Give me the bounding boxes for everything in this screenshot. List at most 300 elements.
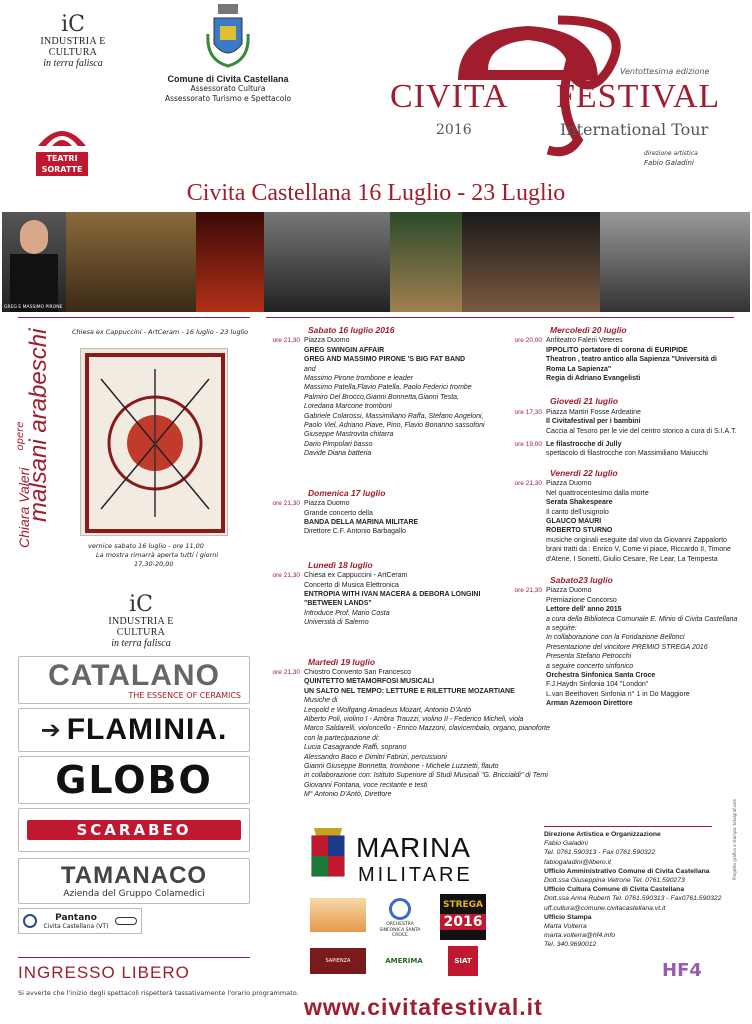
- event-text: Chiostro Convento San Francesco: [304, 668, 411, 676]
- event-text: Grande concerto della: [304, 509, 373, 517]
- festival-word1: CIVITA: [390, 78, 509, 115]
- partners-block: [302, 818, 496, 990]
- event-time: [262, 706, 304, 715]
- event-text: Roma La Sapienza": [546, 365, 612, 373]
- teatri-soratte-logo: [36, 120, 88, 174]
- tamanaco-label: TAMANACO: [60, 862, 208, 889]
- event-time: [504, 596, 546, 605]
- event-line: [262, 527, 524, 536]
- santacroce-icon: [389, 898, 411, 920]
- event-time: [262, 734, 304, 743]
- event-text: Anfiteatro Falerii Veteres: [546, 337, 623, 345]
- sponsor-globo: [18, 756, 250, 804]
- event-line: [262, 440, 524, 449]
- event-time: [262, 599, 304, 608]
- event-line: [504, 526, 740, 535]
- opere-label: opere: [14, 421, 26, 451]
- photo-actors: [462, 212, 600, 312]
- event-time: [262, 762, 304, 771]
- event-time: [262, 430, 304, 439]
- event-time: [262, 724, 304, 733]
- vernice: vernice sabato 16 luglio - ore 11,00: [88, 542, 204, 550]
- event-time: [504, 545, 546, 554]
- event-line: [504, 355, 740, 364]
- photo-stage: [196, 212, 264, 312]
- event-time: [504, 489, 546, 498]
- pantano-label: Pantano: [55, 912, 97, 923]
- event-time: [262, 618, 304, 627]
- event-time: [504, 555, 546, 564]
- event-line: [504, 545, 740, 554]
- event-text: Chiesa ex Cappuccini - ArtCeram: [304, 572, 408, 580]
- event-time: ore 21,30: [272, 337, 300, 345]
- event-time: [262, 365, 304, 374]
- event-text: Loredana Marcone tromboni: [304, 403, 392, 411]
- event-line: [504, 643, 740, 652]
- event-text: Gabriele Colarossi, Massimiliano Raffa, Stefano Angeloni,: [304, 412, 484, 420]
- event-time: [504, 662, 546, 671]
- event-line: [504, 633, 740, 642]
- event-time: [504, 652, 546, 661]
- festival-dates: Civita Castellana 16 Luglio - 23 Luglio: [186, 180, 566, 206]
- event-text: a cura della Biblioteca Comunale E. Minio di Civita Castellana: [546, 615, 738, 623]
- event-text: Dario Pimpolari basso: [304, 440, 373, 448]
- event-text: Palmiro Del Brocco,Gianni Bonnetta,Gianni Testa,: [304, 393, 459, 401]
- event-text: Introduce Prof. Mario Costa: [304, 609, 390, 617]
- event-text: Massimo Pirone trombone e leader: [304, 375, 413, 383]
- event-text: Università di Salerno: [304, 619, 369, 627]
- info-line: Marta Volterra: [544, 923, 587, 931]
- event-text: Piazza Duomo: [546, 480, 592, 488]
- dir-name: Fabio Galadini: [644, 159, 694, 167]
- event-block: [504, 469, 740, 564]
- event-day: Sabato 16 luglio 2016: [308, 325, 395, 335]
- event-line: [504, 652, 740, 661]
- event-block: [262, 489, 524, 537]
- mostra-orari: 17,30-20,00: [134, 560, 174, 568]
- event-text: GREG AND MASSIMO PIRONE 'S BIG FAT BAND: [304, 356, 466, 364]
- event-line: [262, 706, 524, 715]
- event-text: Caccia al Tesoro per le vie del centro storico a cura di S.I.A.T.: [546, 427, 737, 435]
- event-text: ROBERTO STURNO: [546, 527, 613, 535]
- event-line: [262, 499, 524, 508]
- edition: Ventottesima edizione: [620, 67, 710, 76]
- divider-ingresso: [18, 957, 250, 958]
- exhibition-venue: Chiesa ex Cappuccini - ArtCeram - 16 luglio - 23 luglio: [72, 328, 249, 336]
- event-line: [262, 449, 524, 458]
- event-time: [504, 417, 546, 426]
- event-line: [262, 668, 524, 677]
- marina-crest-icon: [306, 822, 350, 882]
- event-time: [262, 346, 304, 355]
- event-day: Lunedì 18 luglio: [308, 559, 373, 570]
- print-credit: Progetto grafico e stampa: totalgraf.com: [732, 798, 737, 880]
- event-time: ore 21,30: [514, 480, 542, 488]
- event-line: [262, 734, 524, 743]
- event-time: [262, 374, 304, 383]
- event-time: ore 19,00: [514, 441, 542, 449]
- event-text: Piazza Duomo: [304, 337, 350, 345]
- event-day: Mercoledì 20 luglio: [550, 325, 627, 335]
- exhibition-title: malsani arabeschi: [25, 328, 52, 522]
- divider-right: [266, 317, 734, 318]
- photo-theatre: [390, 212, 462, 312]
- event-text: Giovanni Fontana, voce recitante e testi: [304, 781, 428, 789]
- event-text: Piazza Duomo: [546, 587, 592, 595]
- event-line: [262, 687, 524, 696]
- pantano-sub: Civita Castellana (VT): [43, 922, 109, 930]
- event-block: [504, 397, 740, 436]
- partner-siat: [448, 946, 478, 976]
- partner-scienza-logo: [310, 898, 366, 932]
- sapienza-label: SAPIENZA: [325, 958, 351, 964]
- partner-amerima: [374, 950, 434, 972]
- event-text: Alessandro Baco e Dimitri Fabrizi, percussioni: [304, 753, 447, 761]
- event-text: Massimo Patella,Flavio Patella, Paolo Federici trombe: [304, 384, 472, 392]
- info-line: Tel. 340.9690012: [544, 941, 597, 949]
- event-line: [262, 571, 524, 580]
- event-time: ore 21,30: [272, 572, 300, 580]
- photo-orchestra: [600, 212, 750, 312]
- event-line: [262, 743, 524, 752]
- event-text: Nel quattrocentesimo dalla morte: [546, 489, 649, 497]
- marina-label: MARINA: [356, 832, 471, 863]
- event-line: [504, 417, 740, 426]
- ingresso-note: Si avverte che l'inizio degli spettacoli rispetterà tassativamente l'orario programmato.: [18, 989, 299, 997]
- event-line: [262, 609, 524, 618]
- program-right: [504, 326, 740, 709]
- info-line: Fabio Galadini: [544, 840, 588, 848]
- event-time: [262, 771, 304, 780]
- event-time: [504, 449, 546, 458]
- festival-tour: International Tour: [560, 120, 709, 139]
- event-text: Paolo Viel, Adriano Piave, Pino, Flavio Bonanno sassofoni: [304, 422, 485, 430]
- event-line: [262, 724, 550, 733]
- event-line: [262, 599, 524, 608]
- event-line: [262, 336, 524, 345]
- dir-label: direzione artistica: [644, 150, 698, 157]
- website-link[interactable]: www.civitafestival.it: [304, 994, 543, 1020]
- event-line: [504, 605, 740, 614]
- event-line: [504, 498, 740, 507]
- event-line: [504, 374, 740, 383]
- info-line: fabiogaladini@libero.it: [544, 858, 611, 866]
- event-time: [504, 699, 546, 708]
- event-time: [262, 509, 304, 518]
- event-time: [262, 518, 304, 527]
- event-text: Le filastrocche di Jully: [546, 441, 622, 449]
- event-time: [504, 374, 546, 383]
- event-time: ore 20,00: [514, 337, 542, 345]
- event-line: [262, 781, 524, 790]
- ic-logo: [18, 14, 128, 69]
- event-text: M° Antonio D'Antò, Direttore: [304, 791, 392, 799]
- divider-info: [544, 826, 712, 827]
- event-text: In collaborazione con la Fondazione Bellonci: [546, 634, 685, 642]
- event-line: [262, 771, 548, 780]
- event-text: musiche originali eseguite dal vivo da Giovanni Zappalorto: [546, 536, 727, 544]
- ic2-line1: INDUSTRIA E CULTURA: [108, 616, 174, 638]
- event-time: [504, 355, 546, 364]
- flaminia-arrow-icon: ➔: [40, 716, 61, 744]
- event-line: [262, 393, 524, 402]
- info-line: Tel. 0761.590313 - Fax 0761.590322: [544, 849, 656, 857]
- event-text: a seguire:: [546, 624, 577, 632]
- event-time: [262, 421, 304, 430]
- event-time: [262, 449, 304, 458]
- event-time: [262, 590, 304, 599]
- ic2-line2: in terra falisca: [111, 638, 171, 649]
- info-line: Ufficio Stampa: [544, 913, 592, 921]
- comune-sub1: Assessorato Cultura: [190, 84, 266, 93]
- event-line: [504, 449, 740, 458]
- sponsor-pantano: [18, 908, 142, 934]
- event-text: a seguire concerto sinfonico: [546, 662, 634, 670]
- event-time: [262, 781, 304, 790]
- event-block: [504, 440, 740, 459]
- photo-strip: [2, 212, 750, 312]
- event-line: [504, 336, 740, 345]
- event-line: [504, 346, 740, 355]
- event-text: Piazza Martiri Fosse Ardeatine: [546, 408, 641, 416]
- event-time: [262, 696, 304, 705]
- event-time: [504, 633, 546, 642]
- event-line: [504, 680, 740, 689]
- info-line: Dott.ssa Giuseppina Vetrone Tel. 0761.590273: [544, 877, 685, 885]
- event-time: [262, 383, 304, 392]
- info-line: Ufficio Amministrativo Comune di Civita Castellana: [544, 867, 710, 875]
- event-line: [504, 699, 740, 708]
- event-time: [504, 526, 546, 535]
- vw-icon: [23, 914, 37, 928]
- event-time: [262, 687, 304, 696]
- event-line: [504, 517, 740, 526]
- event-day: Giovedì 21 luglio: [550, 396, 619, 407]
- event-line: [504, 408, 740, 417]
- event-line: [262, 402, 524, 411]
- event-text: in collaborazione con: Istituto Superiore di Studi Musicali "G. Briccialdi" di Terni: [304, 772, 548, 780]
- event-time: ore 21,30: [272, 668, 300, 676]
- event-text: Davide Diana batteria: [304, 450, 372, 458]
- event-text: UN SALTO NEL TEMPO: LETTURE E RILETTURE MOZARTIANE: [304, 687, 515, 695]
- event-line: [262, 581, 524, 590]
- event-text: Regia di Adriano Evangelisti: [546, 375, 641, 383]
- event-time: [262, 609, 304, 618]
- event-line: [262, 430, 524, 439]
- event-text: F.J.Haydn Sinfonia 104 "London": [546, 681, 649, 689]
- event-line: [504, 427, 740, 436]
- event-text: Serata Shakespeare: [546, 499, 613, 507]
- event-text: Orchestra Sinfonica Santa Croce: [546, 672, 656, 679]
- event-time: [262, 440, 304, 449]
- event-text: GLAUCO MAURI: [546, 517, 602, 525]
- sponsor-tamanaco: [18, 858, 250, 904]
- event-line: [504, 489, 740, 498]
- ic-line1: INDUSTRIA E CULTURA: [40, 36, 106, 58]
- event-time: [504, 690, 546, 699]
- event-block: [262, 656, 550, 800]
- event-line: [262, 790, 524, 799]
- event-line: [262, 374, 524, 383]
- event-day: Martedì 19 luglio: [308, 656, 376, 667]
- event-text: Marco Saldarelli, violoncello - Enrico Mazzoni, clavicembalo, organo, pianoforte: [304, 725, 550, 733]
- event-time: [504, 365, 546, 374]
- info-block: [544, 830, 721, 950]
- event-block: [262, 326, 524, 459]
- partner-santacroce: [374, 898, 426, 936]
- strega-label: STREGA: [442, 900, 484, 910]
- event-time: [504, 517, 546, 526]
- partner-strega: [440, 894, 486, 940]
- event-time: [262, 355, 304, 364]
- scarabeo-label: SCARABEO: [27, 820, 241, 840]
- event-line: [262, 509, 524, 518]
- info-line: Ufficio Cultura Comune di Civita Castellana: [544, 886, 685, 894]
- comune-crest-icon: [206, 4, 250, 70]
- event-text: Theatron , teatro antico alla Sapienza "Università di: [546, 356, 717, 364]
- militare-label-2: MILITARE: [358, 864, 473, 886]
- event-text: Presenta Stefano Petrocchi: [546, 653, 632, 661]
- event-time: [262, 527, 304, 536]
- event-time: ore 17,30: [514, 408, 542, 416]
- event-time: [504, 671, 546, 680]
- event-time: [504, 605, 546, 614]
- festival-year: 2016: [436, 122, 472, 138]
- ic2-mark: iC: [129, 592, 153, 617]
- event-line: [262, 696, 524, 705]
- event-line: [262, 715, 524, 724]
- event-line: [504, 440, 740, 449]
- event-time: [262, 581, 304, 590]
- ic-line2: in terra falisca: [43, 58, 103, 69]
- event-text: Piazza Duomo: [304, 500, 350, 508]
- info-line: Dott.ssa Anna Ruberti Tel. 0761.590313 - Fax0761.590322: [544, 895, 722, 903]
- event-line: [262, 590, 524, 599]
- catalano-sub: THE ESSENCE OF CERAMICS: [128, 690, 241, 700]
- event-line: [262, 412, 524, 421]
- event-time: [504, 346, 546, 355]
- ic-mark: iC: [61, 12, 85, 37]
- hf4-logo: HF4: [662, 960, 702, 981]
- sponsor-scarabeo: [18, 808, 250, 852]
- info-line: Direzione Artistica e Organizzazione: [544, 831, 661, 838]
- event-text: and: [304, 365, 316, 373]
- photo-caption: GREG E MASSIMO PIRONE: [4, 305, 63, 310]
- event-text: Arman Azemoon Direttore: [546, 700, 633, 708]
- event-text: QUINTETTO METAMORFOSI MUSICALI: [304, 678, 435, 686]
- siat-label: SIAT: [454, 957, 472, 965]
- sponsor-flaminia: [18, 708, 250, 752]
- comune-sub2: Assessorato Turismo e Spettacolo: [164, 94, 292, 103]
- globo-label: GLOBO: [55, 758, 213, 802]
- event-text: GREG SWINGIN AFFAIR: [304, 346, 385, 354]
- exhibition-vertical-title: [14, 328, 54, 548]
- event-line: [504, 662, 740, 671]
- partner-sapienza: [310, 948, 366, 974]
- audi-icon: [115, 917, 137, 925]
- amerima-label: AMERIMA: [385, 957, 423, 965]
- divider-left: [18, 317, 250, 318]
- festival-word2: FESTIVAL: [556, 78, 721, 115]
- event-time: [262, 790, 304, 799]
- event-line: [504, 586, 740, 595]
- event-text: spettacolo di filastrocche con Massimiliano Maiucchi: [546, 450, 708, 458]
- event-line: [504, 555, 740, 564]
- event-line: [504, 536, 740, 545]
- flaminia-label: FLAMINIA.: [66, 713, 228, 746]
- event-time: ore 21,30: [514, 587, 542, 595]
- ic-logo-2: [96, 594, 186, 649]
- event-line: [504, 624, 740, 633]
- event-time: [262, 753, 304, 762]
- ingresso-libero: INGRESSO LIBERO: [18, 963, 190, 982]
- event-time: [504, 427, 546, 436]
- event-text: con la partecipazione di:: [304, 734, 380, 742]
- event-time: [262, 743, 304, 752]
- event-time: ore 21,30: [272, 500, 300, 508]
- event-time: [504, 508, 546, 517]
- event-text: Premiazione Concorso: [546, 596, 617, 604]
- event-time: [262, 393, 304, 402]
- event-text: Gianni Giuseppe Bonnetta, trombone - Michele Luzzietti, flauto: [304, 763, 499, 771]
- photo-greg: [2, 212, 66, 312]
- event-time: [504, 680, 546, 689]
- event-time: [262, 402, 304, 411]
- event-line: [262, 383, 524, 392]
- artwork-image: [80, 348, 228, 536]
- photo-quintet: [264, 212, 390, 312]
- tamanaco-sub: Azienda del Gruppo Colamedici: [63, 889, 205, 899]
- event-day: Venerdì 22 luglio: [550, 467, 618, 478]
- event-time: [262, 715, 304, 724]
- event-text: BANDA DELLA MARINA MILITARE: [304, 518, 419, 526]
- event-text: Lucia Casagrande Raffi, soprano: [304, 744, 407, 752]
- artist-name: Chiara Valeri: [16, 467, 32, 548]
- event-line: [262, 365, 524, 374]
- event-day: Sabato23 luglio: [550, 574, 613, 585]
- event-line: [504, 508, 740, 517]
- event-text: Direttore C.F. Antonio Barbagallo: [304, 528, 406, 536]
- event-time: [504, 498, 546, 507]
- event-line: [504, 596, 740, 605]
- event-line: [262, 518, 524, 527]
- event-text: Concerto di Musica Elettronica: [304, 581, 399, 589]
- info-line: uff.cultura@comune.civitacastellana.vt.it: [544, 904, 666, 912]
- event-text: Giuseppe Mastrovita chitarra: [304, 431, 394, 439]
- event-line: [504, 479, 740, 488]
- event-line: [262, 762, 524, 771]
- event-time: [262, 412, 304, 421]
- event-line: [262, 677, 524, 686]
- event-line: [262, 421, 524, 430]
- teatri-label: TEATRI SORATTE: [36, 152, 88, 176]
- event-line: [504, 365, 740, 374]
- event-text: Il Civitafestival per i bambini: [546, 418, 641, 426]
- event-text: L.van Beethoven Sinfonia n° 1 in Do Maggiore: [546, 690, 690, 698]
- event-text: Presentazione del vincitore PREMIO STREGA 2016: [546, 643, 708, 651]
- event-line: [262, 355, 524, 364]
- comune-block: [158, 4, 298, 104]
- event-time: [504, 615, 546, 624]
- event-text: Musiche di: [304, 697, 338, 705]
- event-text: Leopold e Wolfgang Amadeus Mozart, Antonio D'Antò: [304, 706, 471, 714]
- sponsor-catalano: [18, 656, 250, 704]
- event-text: Alberto Poli, violino I - Ambra Trauzzi, violino II - Federico Micheli, viola: [304, 716, 524, 723]
- civita-festival-logo: [388, 10, 728, 160]
- mostra-aperta: La mostra rimarrà aperta tutti i giorni: [96, 551, 219, 559]
- event-line: [504, 690, 740, 699]
- event-text: IPPOLITO portatore di corona di EURIPIDE: [546, 346, 688, 354]
